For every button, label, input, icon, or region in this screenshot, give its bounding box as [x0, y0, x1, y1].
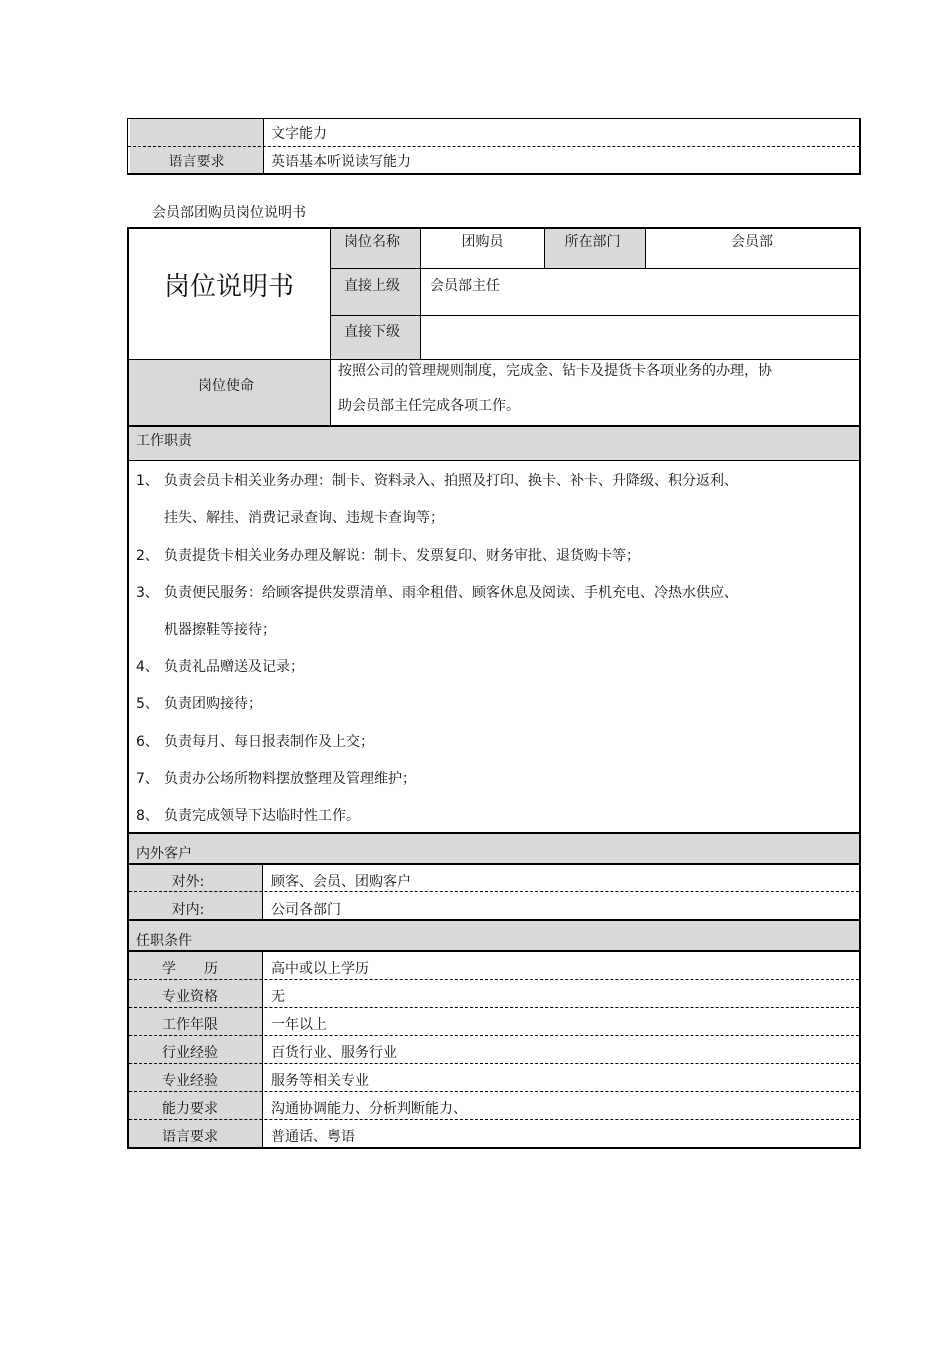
- customers-title: 内外客户: [136, 846, 192, 862]
- duty-item-3-cont: 机器擦鞋等接待；: [164, 622, 276, 638]
- mission-line-1: 按照公司的管理规则制度，完成金、钻卡及提货卡各项业务的办理，协: [338, 363, 772, 379]
- duty-item-7: 7、 负责办公场所物料摆放整理及管理维护；: [136, 771, 416, 787]
- qual-years-value: 一年以上: [271, 1017, 327, 1033]
- qual-certification-label: 专业资格: [162, 989, 218, 1005]
- big-title: 岗位说明书: [163, 272, 294, 302]
- duties-title: 工作职责: [136, 433, 192, 449]
- duty-item-3: 3、 负责便民服务：给顾客提供发票清单、雨伞租借、顾客休息及阅读、手机充电、冷热水供应、: [136, 585, 738, 601]
- qual-ability-label: 能力要求: [162, 1101, 218, 1117]
- top-table: [127, 118, 861, 175]
- duty-item-2: 2、 负责提货卡相关业务办理及解说：制卡、发票复印、财务审批、退货购卡等；: [136, 548, 640, 564]
- top-row2-label: 语言要求: [168, 154, 225, 170]
- duty-item-1: 1、 负责会员卡相关业务办理：制卡、资料录入、拍照及打印、换卡、补卡、升降级、积分返利、: [136, 473, 738, 489]
- qual-years-label: 工作年限: [162, 1017, 218, 1033]
- department-label: 所在部门: [564, 234, 621, 250]
- duties-title-bar: [129, 427, 859, 460]
- customers-title-bar: [129, 834, 859, 863]
- duty-item-1-cont: 挂失、解挂、消费记录查询、违规卡查询等；: [164, 510, 444, 526]
- duty-item-8: 8、 负责完成领导下达临时性工作。: [136, 808, 360, 824]
- qual-language-value: 普通话、粤语: [271, 1129, 355, 1145]
- qual-professional-value: 服务等相关专业: [271, 1073, 369, 1089]
- mission-line-2: 助会员部主任完成各项工作。: [338, 398, 520, 414]
- duty-item-4: 4、 负责礼品赠送及记录；: [136, 659, 304, 675]
- qual-language-label: 语言要求: [162, 1129, 218, 1145]
- duty-item-6: 6、 负责每月、每日报表制作及上交；: [136, 734, 374, 750]
- qual-ability-value: 沟通协调能力、分析判断能力、: [271, 1101, 467, 1117]
- superior-label: 直接上级: [344, 278, 400, 294]
- mission-label: 岗位使命: [198, 378, 254, 394]
- subordinate-label: 直接下级: [344, 324, 400, 340]
- qual-education-label: 学 历: [162, 961, 218, 977]
- superior-value: 会员部主任: [430, 278, 500, 294]
- qualifications-title: 任职条件: [136, 933, 192, 949]
- position-name-value: 团购员: [461, 234, 504, 250]
- qual-professional-label: 专业经验: [162, 1073, 218, 1089]
- customers-external-value: 顾客、会员、团购客户: [271, 874, 411, 890]
- doc-caption: 会员部团购员岗位说明书: [152, 205, 306, 221]
- customers-internal-value: 公司各部门: [271, 902, 341, 918]
- qual-industry-label: 行业经验: [162, 1045, 218, 1061]
- customers-external-label: 对外:: [171, 874, 205, 890]
- qual-certification-value: 无: [271, 989, 285, 1005]
- position-name-label: 岗位名称: [344, 234, 400, 250]
- qual-industry-value: 百货行业、服务行业: [271, 1045, 397, 1061]
- top-row2-value: 英语基本听说读写能力: [271, 154, 411, 170]
- duty-item-5: 5、 负责团购接待；: [136, 696, 262, 712]
- customers-internal-label: 对内:: [171, 902, 205, 918]
- qualifications-title-bar: [129, 921, 859, 950]
- qual-education-value: 高中或以上学历: [271, 961, 369, 977]
- department-value: 会员部: [731, 234, 773, 250]
- top-row1-value: 文字能力: [271, 126, 327, 142]
